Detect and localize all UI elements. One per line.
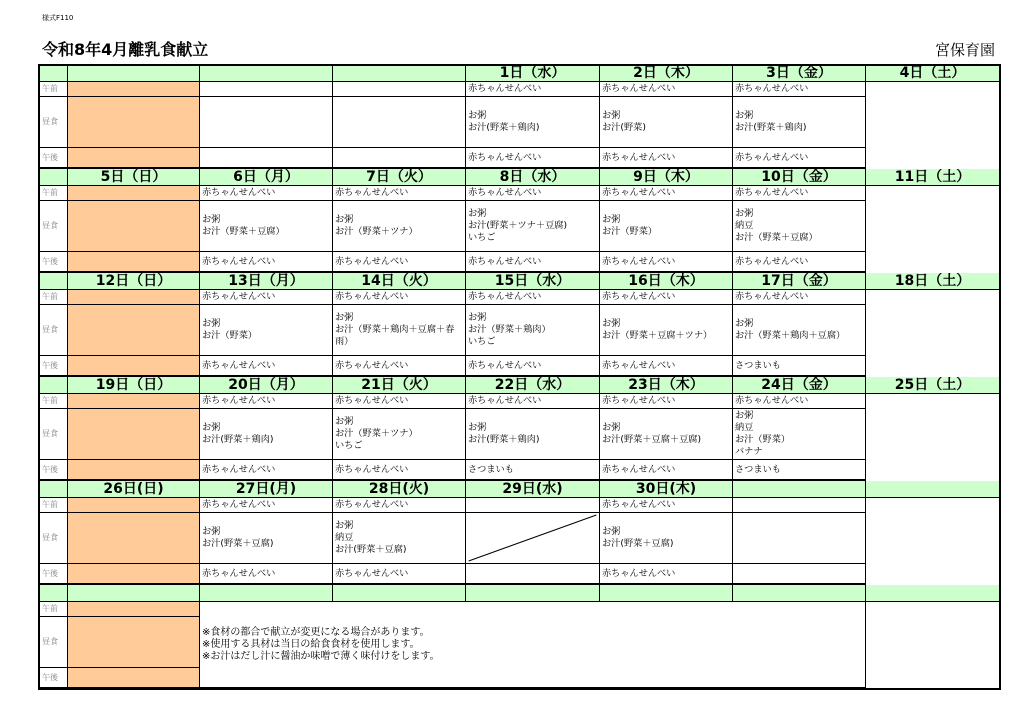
lunch-item: お汁(野菜＋鶏肉)	[468, 122, 540, 133]
snack-am-cell: 赤ちゃんせんべい	[466, 290, 600, 305]
lunch-item: お粥	[335, 312, 354, 323]
saturday-cell	[1000, 409, 1001, 460]
saturday-cell	[1000, 82, 1001, 97]
form-code: 様式F110	[42, 14, 74, 22]
snack-pm-cell: 赤ちゃんせんべい	[733, 252, 866, 273]
saturday-cell	[1000, 290, 1001, 305]
snack-pm-cell: 赤ちゃんせんべい	[600, 356, 733, 377]
nursery-name: 宮保育園	[934, 41, 995, 59]
row-label-lunch: 昼食	[39, 305, 68, 356]
date-header-cell: 7日（火）	[333, 169, 466, 186]
lunch-item: お汁(野菜＋鶏肉)	[468, 434, 540, 445]
date-header-cell: 24日（金）	[733, 377, 866, 394]
lunch-item: お粥	[202, 422, 221, 433]
date-header-cell: 4日（土）	[866, 65, 1000, 82]
snack-am-cell: 赤ちゃんせんべい	[733, 82, 866, 97]
lunch-item: お粥	[602, 110, 621, 121]
snack-am-cell: 赤ちゃんせんべい	[333, 394, 466, 409]
lunch-item: お汁（野菜＋ツナ）	[335, 428, 418, 439]
date-header-cell: 28日(火)	[333, 481, 466, 498]
lunch-cell	[466, 409, 600, 460]
sunday-cell	[68, 617, 200, 668]
saturday-cell	[1000, 513, 1001, 564]
lunch-item: お粥	[735, 110, 754, 121]
lunch-item: 納豆	[735, 220, 754, 231]
date-header-cell: 5日（日）	[68, 169, 200, 186]
lunch-cell	[466, 305, 600, 356]
sunday-cell	[68, 409, 200, 460]
row-label-lunch: 昼食	[39, 409, 68, 460]
lunch-item: お汁（野菜＋ツナ）	[335, 226, 418, 237]
lunch-cell	[200, 409, 333, 460]
lunch-item: お粥	[335, 214, 354, 225]
lunch-item: お汁（野菜）	[602, 226, 658, 237]
date-header-cell: 13日（月）	[200, 273, 333, 290]
date-header-cell: 6日（月）	[200, 169, 333, 186]
lunch-cell	[733, 97, 866, 148]
sunday-cell	[68, 97, 200, 148]
snack-pm-cell: さつまいも	[466, 460, 600, 481]
date-header-cell	[733, 481, 866, 498]
lunch-item: お粥	[202, 526, 221, 537]
date-header-cell: 27日(月)	[200, 481, 333, 498]
snack-pm-cell	[466, 564, 600, 585]
row-label-pm: 午後	[39, 148, 68, 169]
lunch-item: お汁(野菜＋ツナ＋豆腐)	[468, 220, 568, 231]
saturday-cell	[1000, 498, 1001, 513]
snack-am-cell: 赤ちゃんせんべい	[733, 186, 866, 201]
date-header-cell: 21日（火）	[333, 377, 466, 394]
lunch-item: いちご	[468, 232, 496, 243]
row-label-am: 午前	[39, 290, 68, 305]
row-label-lunch: 昼食	[39, 97, 68, 148]
snack-am-cell	[333, 82, 466, 97]
menu-table	[39, 65, 1000, 689]
lunch-item: お粥	[735, 208, 754, 219]
date-header-cell	[466, 585, 600, 602]
snack-pm-cell: 赤ちゃんせんべい	[600, 564, 733, 585]
sunday-cell	[68, 668, 200, 689]
lunch-item: 納豆	[735, 422, 754, 433]
date-header-cell: 12日（日）	[68, 273, 200, 290]
date-header-cell: 20日（月）	[200, 377, 333, 394]
date-header-label-cell	[39, 65, 68, 82]
lunch-cell	[733, 201, 866, 252]
date-header-cell	[333, 65, 466, 82]
lunch-item: いちご	[335, 440, 363, 451]
sunday-cell	[68, 290, 200, 305]
note-line: ※お汁はだし汁に醤油か味噌で薄く味付けをします。	[202, 650, 440, 662]
snack-am-cell: 赤ちゃんせんべい	[200, 394, 333, 409]
lunch-item: お粥	[468, 422, 487, 433]
page-title: 令和8年4月離乳食献立	[42, 40, 209, 59]
lunch-cell	[466, 513, 600, 564]
lunch-cell	[333, 409, 466, 460]
lunch-item: お汁(野菜＋豆腐)	[602, 538, 674, 549]
lunch-cell	[600, 97, 733, 148]
snack-pm-cell: 赤ちゃんせんべい	[466, 356, 600, 377]
snack-pm-cell: 赤ちゃんせんべい	[200, 460, 333, 481]
sunday-cell	[68, 564, 200, 585]
row-label-lunch: 昼食	[39, 513, 68, 564]
saturday-cell	[1000, 186, 1001, 201]
row-label-am: 午前	[39, 394, 68, 409]
lunch-item: お粥	[202, 318, 221, 329]
date-header-cell: 23日（木）	[600, 377, 733, 394]
snack-am-cell: 赤ちゃんせんべい	[733, 290, 866, 305]
date-header-cell	[68, 585, 200, 602]
lunch-item: お汁(野菜＋豆腐)	[202, 538, 274, 549]
lunch-item: バナナ	[735, 446, 763, 457]
lunch-item: お粥	[735, 318, 754, 329]
date-header-cell	[68, 65, 200, 82]
row-label-pm: 午後	[39, 564, 68, 585]
snack-am-cell: 赤ちゃんせんべい	[466, 394, 600, 409]
date-header-cell: 10日（金）	[733, 169, 866, 186]
saturday-cell	[1000, 148, 1001, 169]
date-header-cell	[200, 585, 333, 602]
row-label-pm: 午後	[39, 252, 68, 273]
sunday-cell	[68, 356, 200, 377]
saturday-cell	[1000, 394, 1001, 409]
snack-am-cell: 赤ちゃんせんべい	[333, 290, 466, 305]
row-label-lunch: 昼食	[39, 201, 68, 252]
lunch-item: お粥	[468, 208, 487, 219]
lunch-item: お粥	[335, 520, 354, 531]
row-label-pm: 午後	[39, 668, 68, 689]
date-header-cell: 25日（土）	[866, 377, 1000, 394]
row-label-am: 午前	[39, 602, 68, 617]
snack-pm-cell: 赤ちゃんせんべい	[600, 252, 733, 273]
lunch-cell	[733, 305, 866, 356]
snack-pm-cell	[200, 148, 333, 169]
lunch-cell	[333, 305, 466, 356]
sunday-cell	[68, 602, 200, 617]
lunch-cell	[333, 513, 466, 564]
saturday-cell	[1000, 460, 1001, 481]
snack-pm-cell: 赤ちゃんせんべい	[466, 252, 600, 273]
lunch-cell	[600, 513, 733, 564]
date-header-cell	[200, 65, 333, 82]
date-header-cell: 14日（火）	[333, 273, 466, 290]
snack-am-cell: 赤ちゃんせんべい	[200, 498, 333, 513]
saturday-cell	[1000, 602, 1001, 617]
date-header-cell: 11日（土）	[866, 169, 1000, 186]
lunch-cell	[733, 513, 866, 564]
snack-pm-cell: 赤ちゃんせんべい	[600, 148, 733, 169]
date-header-cell: 30日(木)	[600, 481, 733, 498]
date-header-cell	[600, 585, 733, 602]
snack-pm-cell: 赤ちゃんせんべい	[466, 148, 600, 169]
snack-pm-cell: 赤ちゃんせんべい	[733, 148, 866, 169]
date-header-label-cell	[39, 169, 68, 186]
date-header-cell: 1日（水）	[466, 65, 600, 82]
date-header-label-cell	[39, 273, 68, 290]
saturday-cell	[1000, 668, 1001, 689]
date-header-cell: 19日（日）	[68, 377, 200, 394]
snack-pm-cell: 赤ちゃんせんべい	[600, 460, 733, 481]
lunch-cell	[466, 201, 600, 252]
lunch-item: お汁（野菜＋鶏肉＋豆腐＋春雨）	[335, 324, 455, 347]
sunday-cell	[68, 82, 200, 97]
lunch-item: お汁(野菜＋豆腐)	[335, 544, 407, 555]
saturday-cell	[1000, 356, 1001, 377]
sunday-cell	[68, 186, 200, 201]
notes-cell	[200, 602, 866, 689]
lunch-cell	[200, 201, 333, 252]
date-header-cell	[333, 585, 466, 602]
lunch-item: お粥	[602, 214, 621, 225]
saturday-cell	[1000, 252, 1001, 273]
date-header-cell: 29日(水)	[466, 481, 600, 498]
row-label-am: 午前	[39, 498, 68, 513]
lunch-item: お汁（野菜＋豆腐＋ツナ）	[602, 330, 713, 341]
saturday-cell	[1000, 564, 1001, 585]
snack-pm-cell: 赤ちゃんせんべい	[200, 356, 333, 377]
snack-am-cell: 赤ちゃんせんべい	[466, 82, 600, 97]
snack-pm-cell: さつまいも	[733, 460, 866, 481]
snack-am-cell: 赤ちゃんせんべい	[466, 186, 600, 201]
snack-pm-cell: さつまいも	[733, 356, 866, 377]
lunch-item: お汁（野菜）	[735, 434, 791, 445]
snack-pm-cell	[733, 564, 866, 585]
lunch-item: お汁（野菜＋豆腐）	[202, 226, 285, 237]
date-header-cell	[866, 585, 1000, 602]
date-header-cell: 18日（土）	[866, 273, 1000, 290]
note-line: ※使用する具材は当日の給食食材を使用します。	[202, 638, 420, 650]
snack-am-cell: 赤ちゃんせんべい	[333, 498, 466, 513]
snack-am-cell	[200, 82, 333, 97]
sunday-cell	[68, 201, 200, 252]
date-header-cell: 9日（木）	[600, 169, 733, 186]
saturday-cell	[1000, 617, 1001, 668]
diagonal-slash-mark	[466, 513, 599, 563]
lunch-item: お汁（野菜＋鶏肉＋豆腐）	[735, 330, 846, 341]
date-header-label-cell	[39, 585, 68, 602]
lunch-item: お汁(野菜＋鶏肉)	[202, 434, 274, 445]
lunch-item: お汁(野菜＋豆腐＋豆腐)	[602, 434, 702, 445]
sunday-cell	[68, 498, 200, 513]
date-header-cell	[733, 585, 866, 602]
row-label-pm: 午後	[39, 356, 68, 377]
row-label-lunch: 昼食	[39, 617, 68, 668]
row-label-pm: 午後	[39, 460, 68, 481]
snack-am-cell: 赤ちゃんせんべい	[600, 394, 733, 409]
note-line: ※食材の都合で献立が変更になる場合があります。	[202, 626, 430, 638]
lunch-cell	[466, 97, 600, 148]
snack-pm-cell: 赤ちゃんせんべい	[333, 460, 466, 481]
date-header-cell: 2日（木）	[600, 65, 733, 82]
lunch-item: お粥	[602, 422, 621, 433]
lunch-item: お粥	[202, 214, 221, 225]
lunch-item: お汁（野菜＋鶏肉）	[468, 324, 551, 335]
lunch-cell	[733, 409, 866, 460]
lunch-cell	[600, 409, 733, 460]
lunch-cell	[600, 305, 733, 356]
snack-am-cell: 赤ちゃんせんべい	[600, 186, 733, 201]
snack-pm-cell: 赤ちゃんせんべい	[333, 564, 466, 585]
lunch-item: お汁(野菜)	[602, 122, 646, 133]
date-header-cell: 22日（水）	[466, 377, 600, 394]
snack-am-cell	[466, 498, 600, 513]
lunch-cell	[600, 201, 733, 252]
lunch-cell	[333, 201, 466, 252]
date-header-cell: 26日(日)	[68, 481, 200, 498]
snack-am-cell: 赤ちゃんせんべい	[600, 290, 733, 305]
snack-am-cell: 赤ちゃんせんべい	[600, 82, 733, 97]
date-header-cell	[866, 481, 1000, 498]
sunday-cell	[68, 513, 200, 564]
date-header-cell: 8日（水）	[466, 169, 600, 186]
snack-am-cell	[733, 498, 866, 513]
lunch-cell	[200, 97, 333, 148]
saturday-cell	[1000, 97, 1001, 148]
lunch-item: お汁(野菜＋鶏肉)	[735, 122, 807, 133]
sunday-cell	[68, 148, 200, 169]
lunch-item: 納豆	[335, 532, 354, 543]
snack-pm-cell: 赤ちゃんせんべい	[333, 252, 466, 273]
lunch-item: いちご	[468, 336, 496, 347]
snack-am-cell: 赤ちゃんせんべい	[200, 290, 333, 305]
date-header-cell: 15日（水）	[466, 273, 600, 290]
saturday-cell	[1000, 305, 1001, 356]
snack-am-cell: 赤ちゃんせんべい	[733, 394, 866, 409]
date-header-label-cell	[39, 481, 68, 498]
sunday-cell	[68, 460, 200, 481]
lunch-item: お粥	[468, 312, 487, 323]
date-header-cell: 16日（木）	[600, 273, 733, 290]
lunch-item: お汁（野菜）	[202, 330, 258, 341]
snack-pm-cell: 赤ちゃんせんべい	[200, 564, 333, 585]
snack-pm-cell	[333, 148, 466, 169]
sunday-cell	[68, 394, 200, 409]
lunch-cell	[200, 305, 333, 356]
date-header-cell: 3日（金）	[733, 65, 866, 82]
date-header-cell: 17日（金）	[733, 273, 866, 290]
saturday-cell	[1000, 201, 1001, 252]
row-label-am: 午前	[39, 82, 68, 97]
date-header-label-cell	[39, 377, 68, 394]
lunch-cell	[333, 97, 466, 148]
lunch-item: お粥	[602, 526, 621, 537]
sunday-cell	[68, 305, 200, 356]
lunch-item: お粥	[468, 110, 487, 121]
snack-pm-cell: 赤ちゃんせんべい	[200, 252, 333, 273]
snack-pm-cell: 赤ちゃんせんべい	[333, 356, 466, 377]
snack-am-cell: 赤ちゃんせんべい	[333, 186, 466, 201]
row-label-am: 午前	[39, 186, 68, 201]
lunch-item: お汁（野菜＋豆腐）	[735, 232, 818, 243]
snack-am-cell: 赤ちゃんせんべい	[600, 498, 733, 513]
snack-am-cell: 赤ちゃんせんべい	[200, 186, 333, 201]
lunch-item: お粥	[602, 318, 621, 329]
lunch-cell	[200, 513, 333, 564]
lunch-item: お粥	[735, 410, 754, 421]
sunday-cell	[68, 252, 200, 273]
lunch-item: お粥	[335, 416, 354, 427]
